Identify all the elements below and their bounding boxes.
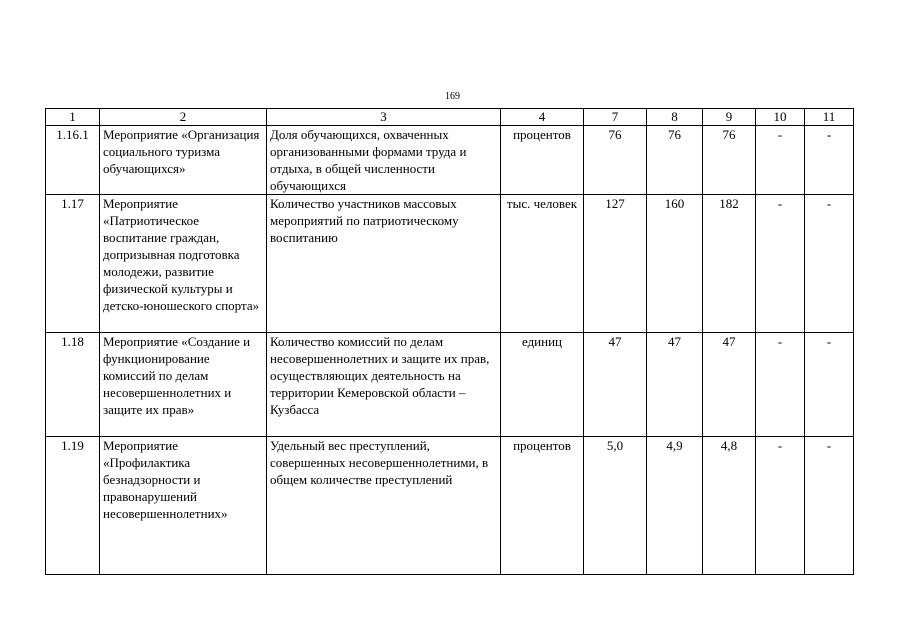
value-col8: 47 [647,333,703,437]
value-col10: - [756,333,805,437]
header-cell-col4: 4 [501,109,584,126]
header-cell-col8: 8 [647,109,703,126]
table-row [46,195,854,333]
value-col8: 160 [647,195,703,333]
table-header-row [46,109,854,126]
value-col9: 47 [703,333,756,437]
event-name: Мероприятие «Профилактика безнадзорности и правонарушений несовершеннолетних» [100,437,267,575]
value-col10: - [756,437,805,575]
value-col11: - [805,333,854,437]
header-cell-col11: 11 [805,109,854,126]
header-cell-col2: 2 [100,109,267,126]
indicator-name: Количество комиссий по делам несовершеннолетних и защите их прав, осуществляющих деятельность на территории Кемеровской области – Кузбасса [267,333,501,437]
indicator-name: Удельный вес преступлений, совершенных несовершеннолетними, в общем количестве преступлений [267,437,501,575]
value-col7: 76 [584,126,647,195]
value-col9: 4,8 [703,437,756,575]
row-number: 1.16.1 [46,126,100,195]
value-col7: 127 [584,195,647,333]
value-col9: 182 [703,195,756,333]
row-number: 1.17 [46,195,100,333]
value-col8: 4,9 [647,437,703,575]
value-col10: - [756,195,805,333]
value-col11: - [805,437,854,575]
value-col10: - [756,126,805,195]
table-row [46,333,854,437]
header-cell-col3: 3 [267,109,501,126]
header-cell-col9: 9 [703,109,756,126]
event-name: Мероприятие «Патриотическое воспитание граждан, допризывная подготовка молодежи, развитие физической культуры и детско-юношеского спорта» [100,195,267,333]
header-cell-col1: 1 [46,109,100,126]
value-col7: 47 [584,333,647,437]
event-name: Мероприятие «Создание и функционирование комиссий по делам несовершеннолетних и защите их прав» [100,333,267,437]
row-number: 1.19 [46,437,100,575]
value-col11: - [805,126,854,195]
value-col11: - [805,195,854,333]
header-cell-col7: 7 [584,109,647,126]
value-col9: 76 [703,126,756,195]
table-row [46,126,854,195]
value-col8: 76 [647,126,703,195]
unit: тыс. человек [501,195,584,333]
indicators-table [45,108,854,575]
indicator-name: Количество участников массовых мероприятий по патриотическому воспитанию [267,195,501,333]
header-cell-col10: 10 [756,109,805,126]
row-number: 1.18 [46,333,100,437]
event-name: Мероприятие «Организация социального туризма обучающихся» [100,126,267,195]
page-number: 169 [445,91,460,102]
indicator-name: Доля обучающихся, охваченных организованными формами труда и отдыха, в общей численности обучающихся [267,126,501,195]
unit: единиц [501,333,584,437]
unit: процентов [501,126,584,195]
unit: процентов [501,437,584,575]
table-row [46,437,854,575]
value-col7: 5,0 [584,437,647,575]
